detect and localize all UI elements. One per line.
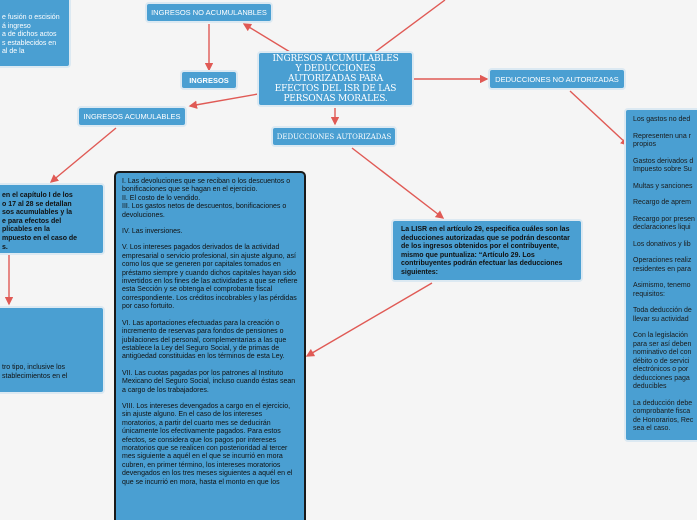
right-item-8: Operaciones realiz residentes en para: [633, 257, 692, 273]
right-item-3: Gastos derivados d Impuesto sobre Su: [633, 157, 694, 173]
left-mid-line-5: plicables en la: [2, 226, 50, 234]
edge-lisr-to-list: [307, 283, 432, 356]
top-left-line-2: á ingreso: [2, 22, 31, 30]
right-item-9: Asimismo, tenemo requisitos:: [633, 282, 691, 298]
left-mid-line-4: e para efectos del: [2, 217, 62, 225]
deducciones-autorizadas-node[interactable]: [271, 126, 397, 147]
right-item-10: Toda deducción de llevar su actividad: [633, 307, 692, 323]
edge-central-to-no-acumulables: [244, 24, 290, 52]
left-mid-text-box: [0, 183, 105, 255]
central-topic-node[interactable]: [257, 51, 414, 107]
ingresos-no-acumulables-node[interactable]: [145, 2, 273, 23]
edge-central-to-top: [375, 0, 445, 52]
ingresos-label: INGRESOS: [189, 75, 229, 85]
top-left-text-box: [0, 0, 71, 68]
top-left-line-4: s establecidos en: [2, 39, 57, 47]
left-mid-line-6: mpuesto en el caso de: [2, 234, 78, 242]
central-topic-label: INGRESOS ACUMULABLES Y DEDUCCIONES AUTORIZADAS PARA EFECTOS DEL ISR DE LAS PERSONAS MORALES.: [272, 54, 399, 104]
deducciones-item-iv: IV. Las inversiones.: [122, 228, 183, 236]
right-item-7: Los donativos y lib: [633, 240, 691, 248]
ingresos-no-acumulables-label: INGRESOS NO ACUMULANBLES: [151, 8, 267, 17]
left-mid-line-7: s.: [2, 243, 8, 251]
ingresos-node[interactable]: [180, 70, 238, 90]
right-item-4: Multas y sanciones: [633, 182, 693, 190]
deducciones-list-box: [114, 171, 306, 520]
edge-no-autorizadas-to-right: [570, 91, 628, 145]
deducciones-item-vii: VII. Las cuotas pagadas por los patrones al Instituto Mexicano del Seguro Social, incluso cuando éstas sean a cargo de los trabajadores.: [122, 369, 296, 394]
right-item-11: Con la legislación para ser así deben nominativo del con débito o de servici electrónicos o por deducciones paga deducibles: [633, 332, 692, 390]
edge-autorizadas-to-lisr: [352, 148, 443, 218]
lisr-article-29-box: [391, 219, 583, 282]
top-left-line-5: al de la: [2, 48, 25, 56]
left-low-text-box: [0, 306, 105, 394]
top-left-line-1: e fusión o escisión: [2, 14, 60, 21]
right-item-5: Recargo de aprem: [633, 199, 691, 206]
deducciones-item-i-iii: I. Las devoluciones que se reciban o los descuentos o bonificaciones que se hagan en el ejercicio. II. El costo de lo vendido. III. Los gastos netos de descuentos, bonificaciones o devoluciones.: [122, 178, 291, 219]
left-mid-line-3: sos acumulables y la: [2, 209, 73, 217]
ingresos-acumulables-label: INGRESOS ACUMULABLES: [83, 112, 181, 121]
deducciones-no-autorizadas-node[interactable]: [488, 68, 626, 90]
deducciones-item-viii: VIII. Los intereses devengados a cargo en el ejercicio, sin ajuste alguno. En el caso de los intereses moratorios, a partir del cuarto mes se deducirán únicamente los efectivamente pagados. Para estos efectos, se considera que los pagos por intereses moratorios que se realicen con posterioridad al tercer mes siguiente a aquél en el que se incurrió en mora cubren, en primer término, los intereses moratorios devengados en los tres meses siguientes a aquél en el que se incurrió en mora, hasta el monto en que los: [122, 402, 293, 486]
left-mid-line-1: en el capítulo I de los: [2, 192, 73, 199]
deducciones-item-vi: VI. Las aportaciones efectuadas para la creación o incremento de reservas para fondos de pensiones o jubilaciones del personal, complementarias a las que establece la Ley del Seguro Social, y de primas de antigüedad constituidas en los términos de esta Ley.: [122, 319, 287, 361]
right-item-12: La deducción debe comprobante fisca de Honorarios, Rec sea el caso.: [633, 399, 694, 432]
right-item-1: Los gastos no ded: [633, 116, 691, 123]
ingresos-acumulables-node[interactable]: [77, 106, 187, 127]
left-low-line-2: stablecimientos en el: [2, 372, 68, 380]
right-item-6: Recargo por presen declaraciones liqui: [633, 215, 695, 231]
left-low-line-1: tro tipo, inclusive los: [2, 364, 66, 371]
edge-acumulables-to-left-mid: [51, 128, 116, 182]
right-item-2: Representen una r propios: [633, 132, 691, 148]
deducciones-no-autorizadas-label: DEDUCCIONES NO AUTORIZADAS: [495, 74, 619, 84]
left-mid-line-2: o 17 al 28 se detallan: [2, 200, 72, 208]
deducciones-no-autorizadas-panel: [624, 108, 697, 442]
deducciones-autorizadas-label: DEDUCCIONES AUTORIZADAS: [276, 132, 392, 141]
lisr-article-29-text: La LISR en el artículo 29, especifica cuáles son las deducciones autorizadas que se podrán descontar de los ingresos obtenidos por el contribuyente, mismo que puntualiza: “Artículo 29. Los contribuyentes podrán efectuar las deducciones siguientes:: [401, 226, 570, 276]
edge-central-to-ingresos: [190, 94, 258, 106]
deducciones-item-v: V. Los intereses pagados derivados de la actividad empresarial o servicio profesional, sin ajuste alguno, así como los que se generen por capitales tomados en préstamo siempre y cuando dichos capitales hayan sido invertidos en los fines de las actividades a que se refiere esta Sección y se obtenga el comprobante fiscal correspondiente. Los créditos incobrables y las pérdidas por caso fortuito.: [122, 244, 298, 311]
top-left-line-3: a de dichos actos: [2, 31, 57, 39]
